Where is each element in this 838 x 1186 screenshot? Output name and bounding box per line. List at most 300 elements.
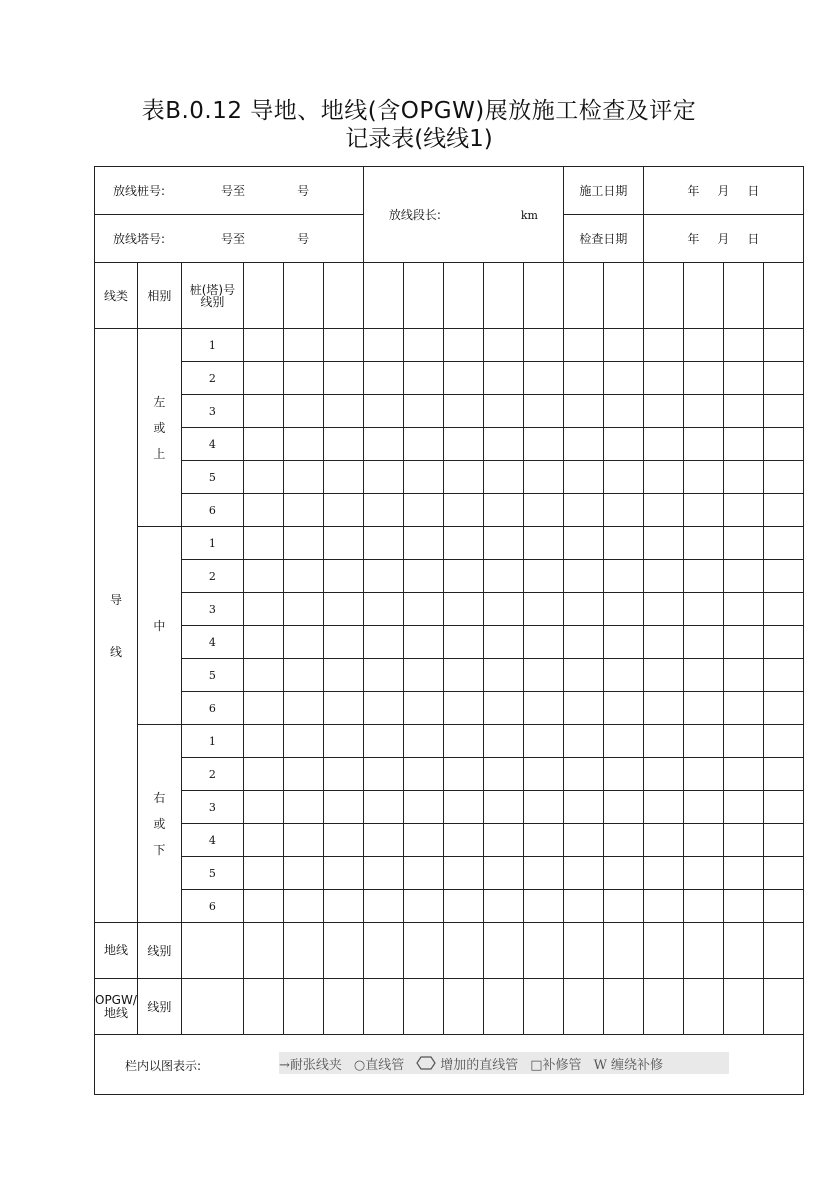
data-cell[interactable] [563, 494, 603, 527]
data-cell[interactable] [403, 395, 443, 428]
data-cell[interactable] [443, 527, 483, 560]
data-cell[interactable] [723, 659, 763, 692]
data-cell[interactable] [683, 758, 723, 791]
data-cell[interactable] [563, 857, 603, 890]
data-cell[interactable] [403, 461, 443, 494]
data-cell[interactable] [243, 923, 283, 979]
data-cell[interactable] [283, 890, 323, 923]
data-cell[interactable] [363, 857, 403, 890]
data-cell[interactable] [403, 494, 443, 527]
data-cell[interactable] [683, 857, 723, 890]
data-cell[interactable] [763, 692, 803, 725]
data-cell[interactable] [443, 494, 483, 527]
data-cell[interactable] [763, 560, 803, 593]
data-cell[interactable] [723, 560, 763, 593]
data-cell[interactable] [523, 461, 563, 494]
data-cell[interactable] [283, 329, 323, 362]
data-cell[interactable] [283, 626, 323, 659]
data-cell[interactable] [243, 659, 283, 692]
data-cell[interactable] [403, 362, 443, 395]
data-cell[interactable] [403, 857, 443, 890]
data-cell[interactable] [483, 263, 523, 329]
data-cell[interactable] [643, 923, 683, 979]
data-cell[interactable] [643, 395, 683, 428]
data-cell[interactable] [683, 824, 723, 857]
data-cell[interactable] [403, 824, 443, 857]
data-cell[interactable] [683, 593, 723, 626]
data-cell[interactable] [363, 758, 403, 791]
data-cell[interactable] [243, 395, 283, 428]
data-cell[interactable] [181, 979, 243, 1035]
data-cell[interactable] [523, 329, 563, 362]
data-cell[interactable] [563, 791, 603, 824]
data-cell[interactable] [363, 659, 403, 692]
data-cell[interactable] [483, 857, 523, 890]
data-cell[interactable] [643, 979, 683, 1035]
data-cell[interactable] [723, 461, 763, 494]
data-cell[interactable] [323, 461, 363, 494]
data-cell[interactable] [243, 560, 283, 593]
data-cell[interactable] [603, 593, 643, 626]
data-cell[interactable] [763, 527, 803, 560]
data-cell[interactable] [483, 560, 523, 593]
data-cell[interactable] [323, 824, 363, 857]
data-cell[interactable] [323, 626, 363, 659]
data-cell[interactable] [323, 527, 363, 560]
data-cell[interactable] [443, 725, 483, 758]
data-cell[interactable] [603, 857, 643, 890]
data-cell[interactable] [323, 890, 363, 923]
data-cell[interactable] [243, 725, 283, 758]
data-cell[interactable] [323, 494, 363, 527]
data-cell[interactable] [643, 791, 683, 824]
data-cell[interactable] [563, 890, 603, 923]
data-cell[interactable] [243, 428, 283, 461]
data-cell[interactable] [603, 560, 643, 593]
data-cell[interactable] [283, 758, 323, 791]
data-cell[interactable] [603, 791, 643, 824]
data-cell[interactable] [483, 593, 523, 626]
data-cell[interactable] [403, 527, 443, 560]
data-cell[interactable] [643, 428, 683, 461]
line-number: 5 [181, 857, 243, 890]
ground-wire-row [95, 923, 804, 979]
data-cell[interactable] [683, 527, 723, 560]
data-cell[interactable] [323, 395, 363, 428]
data-cell[interactable] [181, 923, 243, 979]
data-cell[interactable] [523, 659, 563, 692]
data-cell[interactable] [323, 329, 363, 362]
data-cell[interactable] [603, 461, 643, 494]
data-cell[interactable] [443, 659, 483, 692]
data-cell[interactable] [323, 923, 363, 979]
stake-label: 放线桩号: [113, 184, 166, 198]
data-cell[interactable] [683, 428, 723, 461]
data-cell[interactable] [723, 890, 763, 923]
data-cell[interactable] [523, 527, 563, 560]
data-cell[interactable] [563, 923, 603, 979]
data-cell[interactable] [283, 791, 323, 824]
data-cell[interactable] [443, 979, 483, 1035]
data-cell[interactable] [443, 560, 483, 593]
data-cell[interactable] [603, 428, 643, 461]
data-cell[interactable] [763, 659, 803, 692]
data-cell[interactable] [323, 659, 363, 692]
data-cell[interactable] [683, 659, 723, 692]
data-cell[interactable] [243, 461, 283, 494]
data-cell[interactable] [563, 362, 603, 395]
data-cell[interactable] [763, 824, 803, 857]
data-cell[interactable] [683, 263, 723, 329]
data-cell[interactable] [283, 923, 323, 979]
data-cell[interactable] [443, 890, 483, 923]
data-cell[interactable] [323, 362, 363, 395]
data-cell[interactable] [523, 494, 563, 527]
data-cell[interactable] [483, 725, 523, 758]
data-cell[interactable] [683, 461, 723, 494]
data-cell[interactable] [243, 362, 283, 395]
data-cell[interactable] [283, 461, 323, 494]
data-cell[interactable] [723, 725, 763, 758]
data-cell[interactable] [763, 890, 803, 923]
data-cell[interactable] [643, 362, 683, 395]
data-cell[interactable] [763, 395, 803, 428]
data-cell[interactable] [603, 659, 643, 692]
data-cell[interactable] [523, 791, 563, 824]
data-cell[interactable] [683, 626, 723, 659]
data-cell[interactable] [403, 428, 443, 461]
data-cell[interactable] [483, 626, 523, 659]
data-cell[interactable] [403, 659, 443, 692]
data-cell[interactable] [723, 494, 763, 527]
data-cell[interactable] [283, 560, 323, 593]
data-cell[interactable] [563, 758, 603, 791]
data-cell[interactable] [403, 725, 443, 758]
data-cell[interactable] [763, 979, 803, 1035]
data-cell[interactable] [643, 626, 683, 659]
data-cell[interactable] [483, 758, 523, 791]
data-cell[interactable] [443, 758, 483, 791]
data-cell[interactable] [643, 758, 683, 791]
data-cell[interactable] [243, 890, 283, 923]
data-cell[interactable] [723, 758, 763, 791]
data-cell[interactable] [563, 626, 603, 659]
data-cell[interactable] [523, 626, 563, 659]
data-cell[interactable] [243, 263, 283, 329]
data-cell[interactable] [323, 725, 363, 758]
data-cell[interactable] [723, 593, 763, 626]
data-cell[interactable] [763, 857, 803, 890]
data-cell[interactable] [763, 263, 803, 329]
data-cell[interactable] [523, 890, 563, 923]
data-cell[interactable] [443, 428, 483, 461]
data-cell[interactable] [443, 824, 483, 857]
data-cell[interactable] [483, 979, 523, 1035]
data-cell[interactable] [523, 263, 563, 329]
data-cell[interactable] [643, 560, 683, 593]
data-cell[interactable] [403, 329, 443, 362]
data-cell[interactable] [403, 263, 443, 329]
data-cell[interactable] [683, 395, 723, 428]
data-cell[interactable] [403, 890, 443, 923]
data-cell[interactable] [443, 857, 483, 890]
data-cell[interactable] [603, 329, 643, 362]
data-cell[interactable] [443, 263, 483, 329]
data-cell[interactable] [643, 527, 683, 560]
data-cell[interactable] [403, 626, 443, 659]
data-cell[interactable] [243, 758, 283, 791]
data-cell[interactable] [603, 362, 643, 395]
data-cell[interactable] [643, 494, 683, 527]
data-cell[interactable] [603, 692, 643, 725]
data-cell[interactable] [363, 890, 403, 923]
data-cell[interactable] [323, 593, 363, 626]
data-cell[interactable] [723, 692, 763, 725]
data-cell[interactable] [763, 494, 803, 527]
data-cell[interactable] [483, 461, 523, 494]
data-cell[interactable] [483, 692, 523, 725]
data-cell[interactable] [723, 428, 763, 461]
data-cell[interactable] [363, 395, 403, 428]
data-cell[interactable] [683, 890, 723, 923]
data-cell[interactable] [643, 329, 683, 362]
data-cell[interactable] [683, 979, 723, 1035]
data-cell[interactable] [243, 593, 283, 626]
data-cell[interactable] [443, 791, 483, 824]
data-cell[interactable] [523, 560, 563, 593]
data-cell[interactable] [723, 979, 763, 1035]
data-cell[interactable] [443, 593, 483, 626]
data-cell[interactable] [323, 857, 363, 890]
data-cell[interactable] [363, 593, 403, 626]
data-cell[interactable] [363, 791, 403, 824]
data-cell[interactable] [243, 824, 283, 857]
data-cell[interactable] [563, 395, 603, 428]
data-cell[interactable] [363, 362, 403, 395]
data-cell[interactable] [483, 659, 523, 692]
data-cell[interactable] [523, 923, 563, 979]
data-cell[interactable] [563, 593, 603, 626]
data-cell[interactable] [283, 395, 323, 428]
data-cell[interactable] [323, 791, 363, 824]
data-cell[interactable] [643, 593, 683, 626]
data-cell[interactable] [243, 494, 283, 527]
data-cell[interactable] [243, 626, 283, 659]
data-cell[interactable] [363, 527, 403, 560]
data-cell[interactable] [723, 857, 763, 890]
data-cell[interactable] [243, 791, 283, 824]
data-cell[interactable] [403, 758, 443, 791]
data-cell[interactable] [323, 979, 363, 1035]
data-cell[interactable] [683, 692, 723, 725]
data-cell[interactable] [243, 692, 283, 725]
data-cell[interactable] [483, 824, 523, 857]
data-cell[interactable] [563, 824, 603, 857]
data-cell[interactable] [563, 659, 603, 692]
data-cell[interactable] [723, 263, 763, 329]
data-cell[interactable] [643, 890, 683, 923]
data-cell[interactable] [763, 593, 803, 626]
data-cell[interactable] [643, 692, 683, 725]
data-cell[interactable] [523, 692, 563, 725]
data-cell[interactable] [763, 725, 803, 758]
data-cell[interactable] [683, 494, 723, 527]
data-cell[interactable] [523, 824, 563, 857]
data-cell[interactable] [563, 560, 603, 593]
data-cell[interactable] [483, 329, 523, 362]
data-cell[interactable] [683, 923, 723, 979]
data-cell[interactable] [683, 791, 723, 824]
data-cell[interactable] [323, 560, 363, 593]
data-cell[interactable] [723, 395, 763, 428]
data-cell[interactable] [563, 979, 603, 1035]
data-cell[interactable] [363, 979, 403, 1035]
data-cell[interactable] [763, 428, 803, 461]
data-cell[interactable] [563, 725, 603, 758]
data-cell[interactable] [483, 890, 523, 923]
data-cell[interactable] [563, 527, 603, 560]
data-cell[interactable] [603, 263, 643, 329]
data-cell[interactable] [483, 428, 523, 461]
data-cell[interactable] [563, 428, 603, 461]
data-cell[interactable] [763, 791, 803, 824]
data-cell[interactable] [323, 428, 363, 461]
data-cell[interactable] [243, 527, 283, 560]
data-cell[interactable] [483, 494, 523, 527]
data-cell[interactable] [283, 263, 323, 329]
data-cell[interactable] [483, 791, 523, 824]
data-cell[interactable] [323, 758, 363, 791]
data-cell[interactable] [443, 923, 483, 979]
data-cell[interactable] [243, 329, 283, 362]
data-cell[interactable] [563, 329, 603, 362]
data-cell[interactable] [683, 560, 723, 593]
data-cell[interactable] [243, 857, 283, 890]
data-cell[interactable] [363, 461, 403, 494]
data-cell[interactable] [283, 725, 323, 758]
data-cell[interactable] [523, 758, 563, 791]
data-cell[interactable] [723, 527, 763, 560]
data-cell[interactable] [723, 329, 763, 362]
data-cell[interactable] [643, 659, 683, 692]
data-cell[interactable] [523, 725, 563, 758]
data-cell[interactable] [603, 626, 643, 659]
data-cell[interactable] [283, 692, 323, 725]
data-cell[interactable] [523, 362, 563, 395]
data-cell[interactable] [643, 725, 683, 758]
data-cell[interactable] [363, 560, 403, 593]
data-cell[interactable] [403, 593, 443, 626]
data-cell[interactable] [443, 362, 483, 395]
data-cell[interactable] [723, 923, 763, 979]
data-cell[interactable] [723, 824, 763, 857]
data-cell[interactable] [363, 428, 403, 461]
data-cell[interactable] [403, 979, 443, 1035]
data-cell[interactable] [283, 428, 323, 461]
data-cell[interactable] [283, 659, 323, 692]
data-cell[interactable] [643, 824, 683, 857]
data-cell[interactable] [603, 979, 643, 1035]
data-cell[interactable] [763, 329, 803, 362]
data-cell[interactable] [603, 395, 643, 428]
data-cell[interactable] [363, 692, 403, 725]
data-cell[interactable] [443, 461, 483, 494]
data-cell[interactable] [523, 428, 563, 461]
data-cell[interactable] [443, 395, 483, 428]
data-cell[interactable] [283, 494, 323, 527]
data-cell[interactable] [683, 329, 723, 362]
data-cell[interactable] [483, 362, 523, 395]
data-cell[interactable] [723, 362, 763, 395]
data-cell[interactable] [283, 824, 323, 857]
data-cell[interactable] [643, 461, 683, 494]
data-cell[interactable] [603, 923, 643, 979]
data-cell[interactable] [763, 362, 803, 395]
data-cell[interactable] [683, 725, 723, 758]
data-cell[interactable] [523, 979, 563, 1035]
data-cell[interactable] [523, 395, 563, 428]
data-cell[interactable] [523, 593, 563, 626]
data-cell[interactable] [723, 626, 763, 659]
data-cell[interactable] [603, 494, 643, 527]
data-cell[interactable] [483, 395, 523, 428]
data-cell[interactable] [763, 626, 803, 659]
data-cell[interactable] [723, 791, 763, 824]
data-cell[interactable] [763, 923, 803, 979]
data-cell[interactable] [363, 494, 403, 527]
data-cell[interactable] [363, 626, 403, 659]
data-cell[interactable] [563, 461, 603, 494]
data-cell[interactable] [363, 263, 403, 329]
data-cell[interactable] [563, 263, 603, 329]
data-cell[interactable] [603, 725, 643, 758]
data-cell[interactable] [483, 527, 523, 560]
data-cell[interactable] [443, 626, 483, 659]
data-cell[interactable] [403, 791, 443, 824]
data-cell[interactable] [603, 824, 643, 857]
data-cell[interactable] [403, 560, 443, 593]
data-cell[interactable] [243, 979, 283, 1035]
data-cell[interactable] [283, 979, 323, 1035]
data-cell[interactable] [643, 857, 683, 890]
data-cell[interactable] [403, 692, 443, 725]
data-cell[interactable] [323, 692, 363, 725]
data-cell[interactable] [403, 923, 443, 979]
data-cell[interactable] [443, 329, 483, 362]
legend-added-tube: 增加的直线管 [440, 1057, 519, 1073]
data-cell[interactable] [603, 527, 643, 560]
data-cell[interactable] [363, 923, 403, 979]
data-cell[interactable] [563, 692, 603, 725]
data-cell[interactable] [763, 461, 803, 494]
data-cell[interactable] [683, 362, 723, 395]
data-cell[interactable] [363, 725, 403, 758]
data-cell[interactable] [443, 692, 483, 725]
data-cell[interactable] [363, 329, 403, 362]
data-cell[interactable] [283, 527, 323, 560]
data-cell[interactable] [483, 923, 523, 979]
data-cell[interactable] [763, 758, 803, 791]
data-cell[interactable] [523, 857, 563, 890]
data-cell[interactable] [323, 263, 363, 329]
data-cell[interactable] [643, 263, 683, 329]
data-cell[interactable] [283, 593, 323, 626]
data-cell[interactable] [283, 362, 323, 395]
data-cell[interactable] [283, 857, 323, 890]
data-cell[interactable] [603, 890, 643, 923]
data-cell[interactable] [363, 824, 403, 857]
data-cell[interactable] [603, 758, 643, 791]
